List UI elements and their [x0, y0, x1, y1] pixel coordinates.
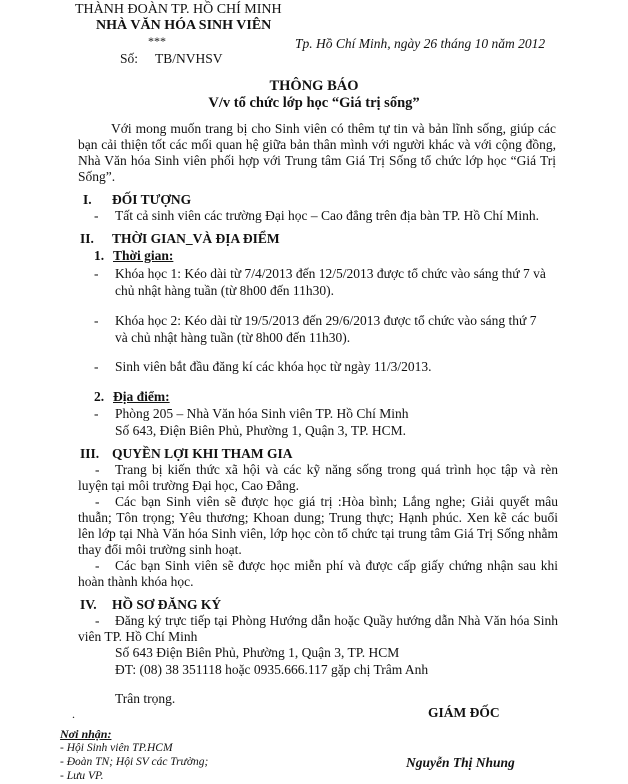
course1-bullet: - — [94, 266, 99, 281]
header-stars: *** — [148, 34, 166, 48]
section1-bullet: - — [94, 208, 99, 223]
section2-heading: THỜI GIAN_VÀ ĐỊA ĐIỂM — [112, 231, 280, 246]
recipient-item: - Hội Sinh viên TP.HCM — [60, 742, 173, 754]
stray-dot: . — [72, 707, 75, 721]
register-address: Số 643 Điện Biên Phủ, Phường 1, Quận 3, TP. HCM — [115, 645, 400, 660]
register-date: Sinh viên bắt đầu đăng kí các khóa học từ ngày 11/3/2013. — [115, 359, 432, 374]
doc-number-label: Số: — [120, 51, 139, 66]
recipients-label: Nơi nhận: — [60, 727, 112, 741]
section3-heading: QUYỀN LỢI KHI THAM GIA — [112, 446, 293, 461]
signature-role: GIÁM ĐỐC — [428, 705, 500, 720]
place-bullet: - — [94, 406, 99, 421]
benefit2-text: Các bạn Sinh viên sẽ được học giá trị :Hòa bình; Lắng nghe; Giải quyết mâu thuẫn; Tôn trọng; Yêu thương; Khoan dung; Trung thực; Hạnh phúc. Xen kẽ các buổi lên lớp tại Nhà Văn hóa Sinh viên, lớp học còn tổ chức tại trung tâm Giá Trị Sống nhằm thay đổi môi trường sinh hoạt. — [78, 494, 558, 557]
benefit1-bullet: - — [95, 462, 100, 477]
course2-line1: Khóa học 2: Kéo dài từ 19/5/2013 đến 29/6/2013 được tổ chức vào sáng thứ 7 — [115, 313, 537, 328]
register-info-bullet: - — [95, 613, 100, 628]
register-bullet: - — [94, 359, 99, 374]
benefit3-bullet: - — [95, 558, 100, 573]
section1-item: Tất cả sinh viên các trường Đại học – Cao đẳng trên địa bàn TP. Hồ Chí Minh. — [115, 208, 539, 223]
section2-sub1-heading: Thời gian: — [113, 248, 174, 263]
course2-bullet: - — [94, 313, 99, 328]
place-line2: Số 643, Điện Biên Phủ, Phường 1, Quận 3, TP. HCM. — [115, 423, 406, 438]
course1-line2: chủ nhật hàng tuần (từ 8h00 đến 11h30). — [115, 283, 335, 298]
benefit3-text: Các bạn Sinh viên sẽ được học miễn phí và được cấp giấy chứng nhận sau khi hoàn thành khóa học. — [78, 558, 558, 589]
intro-paragraph: Với mong muốn trang bị cho Sinh viên có thêm tự tin và bản lĩnh sống, giúp các bạn cải thiện tốt các mối quan hệ giữa bản thân mình với người khác và với cộng đồng, Nhà Văn hóa Sinh viên phối hợp với Trung tâm Giá Trị Sống tổ chức lớp học “Giá Trị Sống”. — [78, 121, 556, 184]
recipient-item: - Lưu VP. — [60, 770, 104, 782]
course2-line2: và chủ nhật hàng tuần (từ 8h00 đến 11h30). — [115, 330, 351, 345]
place-line1: Phòng 205 – Nhà Văn hóa Sinh viên TP. Hồ Chí Minh — [115, 406, 409, 421]
doc-subtitle: V/v tổ chức lớp học “Giá trị sống” — [208, 95, 420, 111]
register-info-text: Đăng ký trực tiếp tại Phòng Hướng dẫn hoặc Quầy hướng dẫn Nhà Văn hóa Sinh viên TP. Hồ Chí Minh — [78, 613, 558, 644]
org-line2: NHÀ VĂN HÓA SINH VIÊN — [96, 18, 272, 33]
closing-text: Trân trọng. — [115, 691, 176, 706]
signature-name: Nguyễn Thị Nhung — [406, 755, 515, 770]
section4-number: IV. — [80, 597, 97, 612]
register-phone: ĐT: (08) 38 351118 hoặc 0935.666.117 gặp chị Trâm Anh — [115, 662, 429, 677]
section2-number: II. — [80, 231, 94, 246]
benefit2-bullet: - — [95, 494, 100, 509]
place-date: Tp. Hồ Chí Minh, ngày 26 tháng 10 năm 2012 — [295, 36, 546, 51]
section1-heading: ĐỐI TƯỢNG — [112, 192, 192, 207]
section1-number: I. — [83, 192, 92, 207]
section2-sub2-number: 2. — [94, 389, 105, 404]
section2-sub2-heading: Địa điểm: — [113, 389, 170, 404]
org-line1: THÀNH ĐOÀN TP. HỒ CHÍ MINH — [75, 2, 282, 17]
doc-number-value: TB/NVHSV — [155, 51, 223, 66]
section2-sub1-number: 1. — [94, 248, 105, 263]
section4-heading: HỒ SƠ ĐĂNG KÝ — [112, 597, 222, 612]
course1-line1: Khóa học 1: Kéo dài từ 7/4/2013 đến 12/5/2013 được tổ chức vào sáng thứ 7 và — [115, 266, 546, 281]
benefit1-text: Trang bị kiến thức xã hội và các kỹ năng sống trong quá trình học tập và rèn luyện tại môi trường Đại học, Cao Đẳng. — [78, 462, 558, 493]
recipient-item: - Đoàn TN; Hội SV các Trường; — [60, 756, 209, 768]
section3-number: III. — [80, 446, 100, 461]
doc-title: THÔNG BÁO — [269, 78, 359, 94]
